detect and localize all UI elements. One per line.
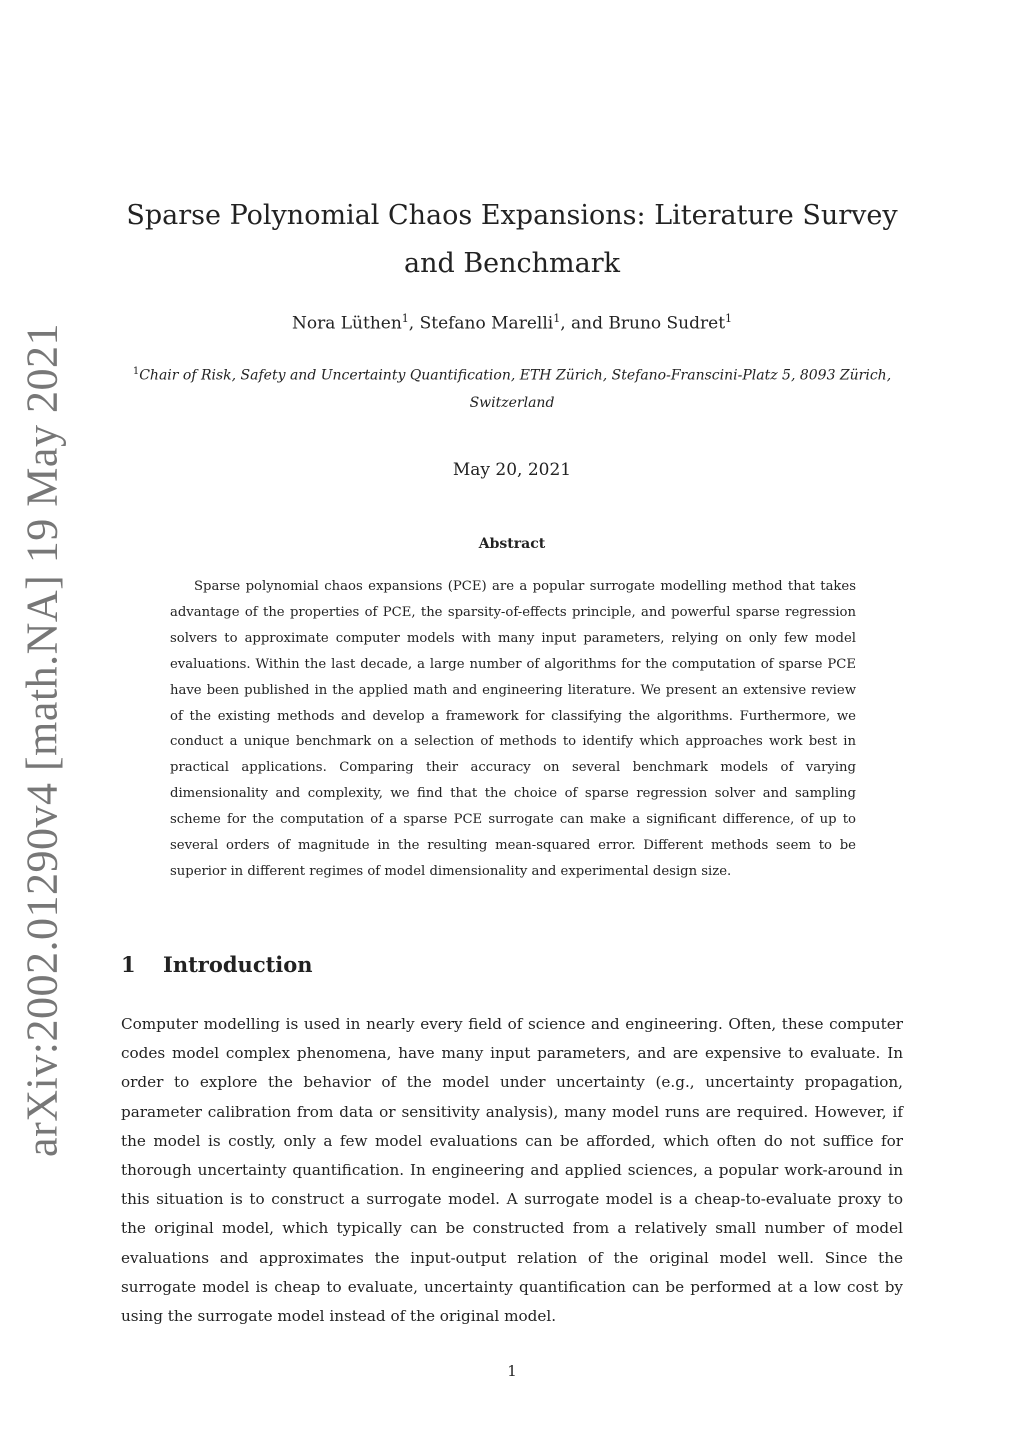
affiliation-text: Chair of Risk, Safety and Uncertainty Quantification, ETH Zürich, Stefano-Franscini-Platz 5, 8093 Zürich, Switzerland <box>139 367 892 411</box>
abstract-heading: Abstract <box>478 536 546 552</box>
section-title: Introduction <box>163 952 313 977</box>
section-number: 1 <box>121 952 136 977</box>
author-affiliation-mark: 1 <box>401 312 409 325</box>
author-name: Nora Lüthen <box>291 313 402 334</box>
arxiv-identifier-stamp: arXiv:2002.01290v4 [math.NA] 19 May 2021 <box>17 323 67 1157</box>
abstract-text: Sparse polynomial chaos expansions (PCE) are a popular surrogate modelling method that takes advantage of the properties of PCE, the sparsity-of-effects principle, and powerful sparse regression solvers to approximate computer models with many input parameters, relying on only few model evaluations. Within the last decade, a large number of algorithms for the computation of sparse PCE have been published in the applied math and engineering literature. We present an extensive review of the existing methods and develop a framework for classifying the algorithms. Furthermore, we conduct a unique benchmark on a selection of methods to identify which approaches work best in practical applications. Comparing their accuracy on several benchmark models of varying dimensionality and complexity, we find that the choice of sparse regression solver and sampling scheme for the computation of a sparse PCE surrogate can make a significant difference, of up to several orders of magnitude in the resulting mean-squared error. Different methods seem to be superior in different regimes of model dimensionality and experimental design size. <box>170 579 856 879</box>
affiliation <box>120 358 904 417</box>
author-affiliation-mark: 1 <box>553 312 561 325</box>
author-name: Stefano Marelli <box>419 313 554 334</box>
introduction-paragraph: Computer modelling is used in nearly every field of science and engineering. Often, these computer codes model complex phenomena, have many input parameters, and are expensive to evaluate. In order to explore the behavior of the model under uncertainty (e.g., uncertainty propagation, parameter calibration from data or sensitivity analysis), many model runs are required. However, if the model is costly, only a few model evaluations can be afforded, which often do not suffice for thorough uncertainty quantification. In engineering and applied sciences, a popular work-around in this situation is to construct a surrogate model. A surrogate model is a cheap-to-evaluate proxy to the original model, which typically can be constructed from a relatively small number of model evaluations and approximates the input-output relation of the original model well. Since the surrogate model is cheap to evaluate, uncertainty quantification can be performed at a low cost by using the surrogate model instead of the original model. <box>121 1015 903 1326</box>
author-separator: , <box>408 313 420 334</box>
section-heading <box>121 952 313 977</box>
author-name: Bruno Sudret <box>608 313 726 334</box>
author-list <box>120 312 904 334</box>
author-affiliation-mark: 1 <box>725 312 733 325</box>
page-number: 1 <box>507 1362 517 1380</box>
publication-date: May 20, 2021 <box>452 460 572 480</box>
author-separator: , and <box>560 313 609 334</box>
affiliation-mark: 1 <box>132 366 140 377</box>
paper-title: Sparse Polynomial Chaos Expansions: Literature Survey and Benchmark <box>126 200 898 279</box>
